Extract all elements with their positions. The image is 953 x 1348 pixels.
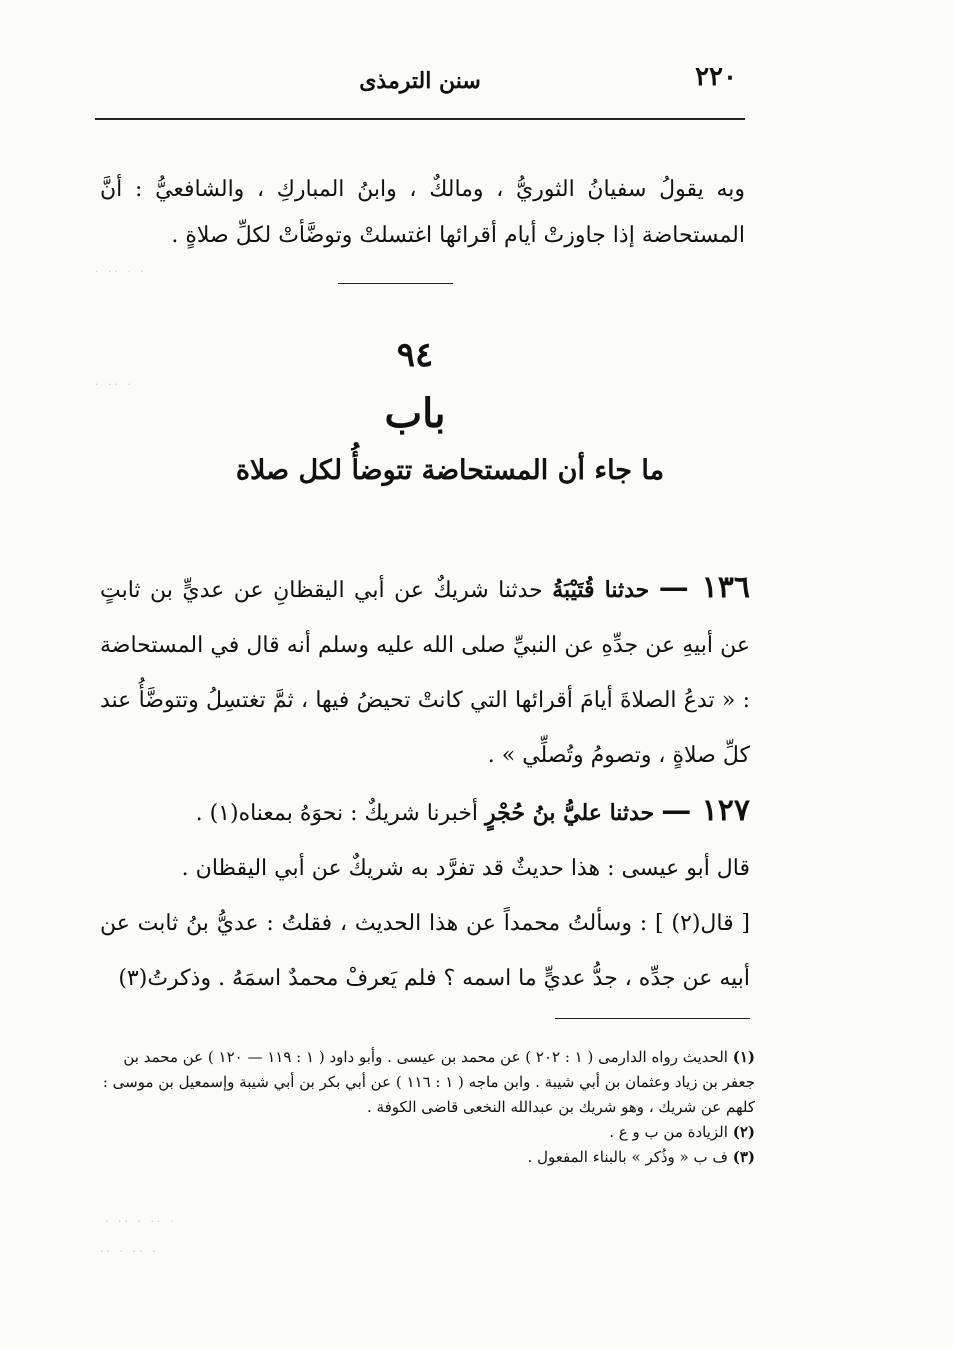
hadith-number: ١٢٧ — <box>661 793 750 828</box>
page-header <box>95 60 745 120</box>
hadith-127 <box>100 783 750 841</box>
hadith-number: ١٣٦ — <box>658 570 751 605</box>
footnote-rule <box>555 1018 750 1019</box>
scan-noise: · ·· · · <box>95 265 147 278</box>
footnote-mark: (١) <box>732 1048 755 1066</box>
header-rule <box>95 118 745 120</box>
commentary-paragraph: [ قال(٢) ] : وسألتُ محمداً عن هذا الحديث ، فقلتُ : عديُّ بنُ ثابت عن أبيه عن جدِّه ، جدُّ عديٍّ ما اسمه ؟ فلم يَعرفْ محمدٌ اسمَهُ . وذكرتُ(٣) <box>100 911 750 991</box>
footnote-text: الزيادة من ب و ع . <box>609 1123 728 1141</box>
footnotes <box>100 1045 755 1170</box>
hadith-chain-lead: حدثنا قُتَيْبَةُ <box>552 577 650 603</box>
hadith-136 <box>100 560 750 783</box>
chapter-number: ٩٤ <box>396 335 434 375</box>
footnote <box>100 1120 755 1145</box>
footnote-mark: (٢) <box>732 1123 755 1141</box>
section-divider <box>338 283 453 284</box>
chapter-heading: باب <box>384 390 446 437</box>
footnote <box>100 1145 755 1170</box>
chapter-title: ما جاء أن المستحاضة تتوضأُ لكل صلاة <box>235 455 665 486</box>
commentary-paragraph: قال أبو عيسى : هذا حديثٌ قد تفرَّد به شريكٌ عن أبي اليقظان . <box>181 856 750 881</box>
scan-noise: · ·· · <box>95 378 134 391</box>
footnote-text: الحديث رواه الدارمى ( ١ : ٢٠٢ ) عن محمد بن عيسى . وأبو داود ( ١ : ١١٩ — ١٢٠ ) عن محمد بن جعفر بن زياد وعثمان بن أبي شيبة . وابن ماجه ( ١ : ١١٦ ) عن أبي بكر بن أبي شيبة وإسمعيل بن موسى : كلهم عن شريك ، وهو شريك بن عبدالله النخعى قاضى الكوفة . <box>102 1048 755 1116</box>
scan-noise: ·· · ·· · <box>100 1245 159 1258</box>
hadith-chain-lead: حدثنا عليُّ بنُ حُجْرٍ <box>485 800 655 826</box>
footnote <box>100 1045 755 1120</box>
main-text <box>100 560 750 1006</box>
scan-noise: · ·· · ·· · <box>105 1215 177 1228</box>
intro-paragraph: وبه يقولُ سفيانُ الثوريُّ ، ومالكٌ ، وابنُ المباركِ ، والشافعيُّ : أنَّ المستحاضة إذا جاوزتْ أيام أقرائها اغتسلتْ وتوضَّأتْ لكلِّ صلاةٍ . <box>100 177 745 248</box>
hadith-text: حدثنا شريكٌ عن أبي اليقظانِ عن عديٍّ بن ثابتٍ عن أبيهِ عن جدِّهِ عن النبيِّ صلى الله عليه وسلم أنه قال في المستحاضة : « تدعُ الصلاةَ أيامَ أقرائها التي كانتْ تحيضُ فيها ، ثمَّ تغتسِلُ وتتوضَّأُ عند كلِّ صلاةٍ ، وتصومُ وتُصلِّي » . <box>100 578 750 768</box>
page-number: ٢٢٠ <box>695 62 737 92</box>
footnote-text: ف ب « وذُكر » بالبناء المفعول . <box>527 1148 728 1166</box>
hadith-text: أخبرنا شريكٌ : نحوَهُ بمعناه(١) . <box>195 801 479 826</box>
footnote-mark: (٣) <box>732 1148 755 1166</box>
running-title: سنن الترمذى <box>359 68 481 94</box>
